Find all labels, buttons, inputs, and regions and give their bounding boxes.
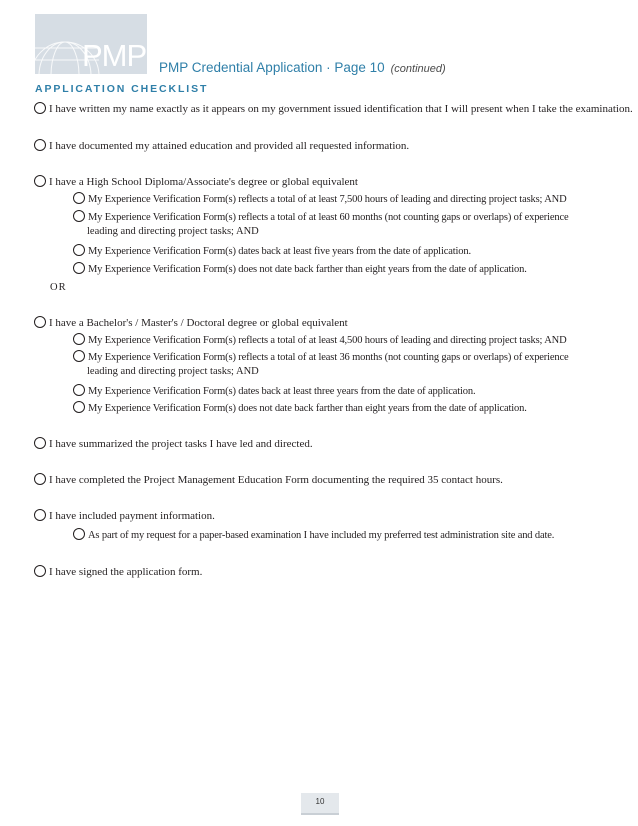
subitem-label: My Experience Verification Form(s) does not date back farther than eight years from the date of application. [88, 264, 527, 275]
subitem-label: My Experience Verification Form(s) reflects a total of at least 60 months (not counting gaps or overlaps) of experience [88, 212, 569, 223]
radio-button[interactable] [34, 316, 46, 328]
item-label: I have signed the application form. [49, 566, 203, 578]
section-title: APPLICATION CHECKLIST [35, 83, 209, 95]
checklist-item-high-school [34, 174, 358, 190]
subitem-label: My Experience Verification Form(s) does not date back farther than eight years from the date of application. [88, 403, 527, 414]
radio-button[interactable] [73, 192, 85, 204]
subitem-label-continued: leading and directing project tasks; AND [87, 226, 259, 237]
checklist-item-education [34, 138, 409, 154]
radio-button[interactable] [34, 509, 46, 521]
subitem-label-continued: leading and directing project tasks; AND [87, 366, 259, 377]
checklist-subitem [73, 262, 527, 278]
checklist-subitem [73, 528, 554, 544]
checklist-item-name [34, 101, 633, 117]
radio-button[interactable] [34, 139, 46, 151]
checklist-item-bachelor [34, 315, 348, 331]
radio-button[interactable] [73, 401, 85, 413]
page-number-box [301, 793, 339, 815]
item-label: I have a High School Diploma/Associate's degree or global equivalent [49, 176, 358, 188]
checklist-subitem [73, 192, 567, 208]
item-label: I have completed the Project Management Education Form documenting the required 35 contact hours. [49, 474, 503, 486]
page-number: 10 [315, 797, 325, 806]
page-title [159, 60, 446, 75]
logo-text: PMP [82, 38, 147, 73]
radio-button[interactable] [34, 473, 46, 485]
radio-button[interactable] [73, 333, 85, 345]
item-label: I have included payment information. [49, 510, 215, 522]
radio-button[interactable] [34, 565, 46, 577]
checklist-subitem [73, 384, 475, 400]
radio-button[interactable] [73, 350, 85, 362]
subitem-label: My Experience Verification Form(s) dates back at least three years from the date of application. [88, 386, 476, 397]
radio-button[interactable] [73, 262, 85, 274]
subitem-label: As part of my request for a paper-based examination I have included my preferred test administration site and date. [88, 530, 555, 541]
item-label: I have summarized the project tasks I have led and directed. [49, 438, 313, 450]
radio-button[interactable] [34, 102, 46, 114]
subitem-label: My Experience Verification Form(s) dates back at least five years from the date of application. [88, 246, 471, 257]
continued-label: (continued) [390, 63, 446, 75]
radio-button[interactable] [73, 528, 85, 540]
page-title-text: PMP Credential Application · Page 10 [159, 60, 385, 75]
radio-button[interactable] [73, 244, 85, 256]
checklist-subitem [73, 333, 567, 349]
checklist-item-signed [34, 564, 202, 580]
radio-button[interactable] [73, 384, 85, 396]
checklist-item-payment [34, 508, 215, 524]
subitem-label: My Experience Verification Form(s) reflects a total of at least 36 months (not counting gaps or overlaps) of experience [88, 352, 569, 363]
item-label: I have a Bachelor's / Master's / Doctoral degree or global equivalent [49, 317, 348, 329]
subitem-label: My Experience Verification Form(s) reflects a total of at least 7,500 hours of leading and directing project tasks; AND [88, 194, 567, 205]
checklist-item-pm-education [34, 472, 503, 488]
item-label: I have documented my attained education and provided all requested information. [49, 140, 410, 152]
subitem-label: My Experience Verification Form(s) reflects a total of at least 4,500 hours of leading and directing project tasks; AND [88, 335, 567, 346]
radio-button[interactable] [73, 210, 85, 222]
or-separator: OR [50, 282, 67, 293]
radio-button[interactable] [34, 437, 46, 449]
item-label: I have written my name exactly as it appears on my government issued identification that I will present when I take the examination. [49, 103, 633, 115]
checklist-item-summarized [34, 436, 313, 452]
checklist-subitem [73, 401, 527, 417]
checklist-subitem [73, 244, 471, 260]
pmp-logo [35, 14, 147, 74]
radio-button[interactable] [34, 175, 46, 187]
